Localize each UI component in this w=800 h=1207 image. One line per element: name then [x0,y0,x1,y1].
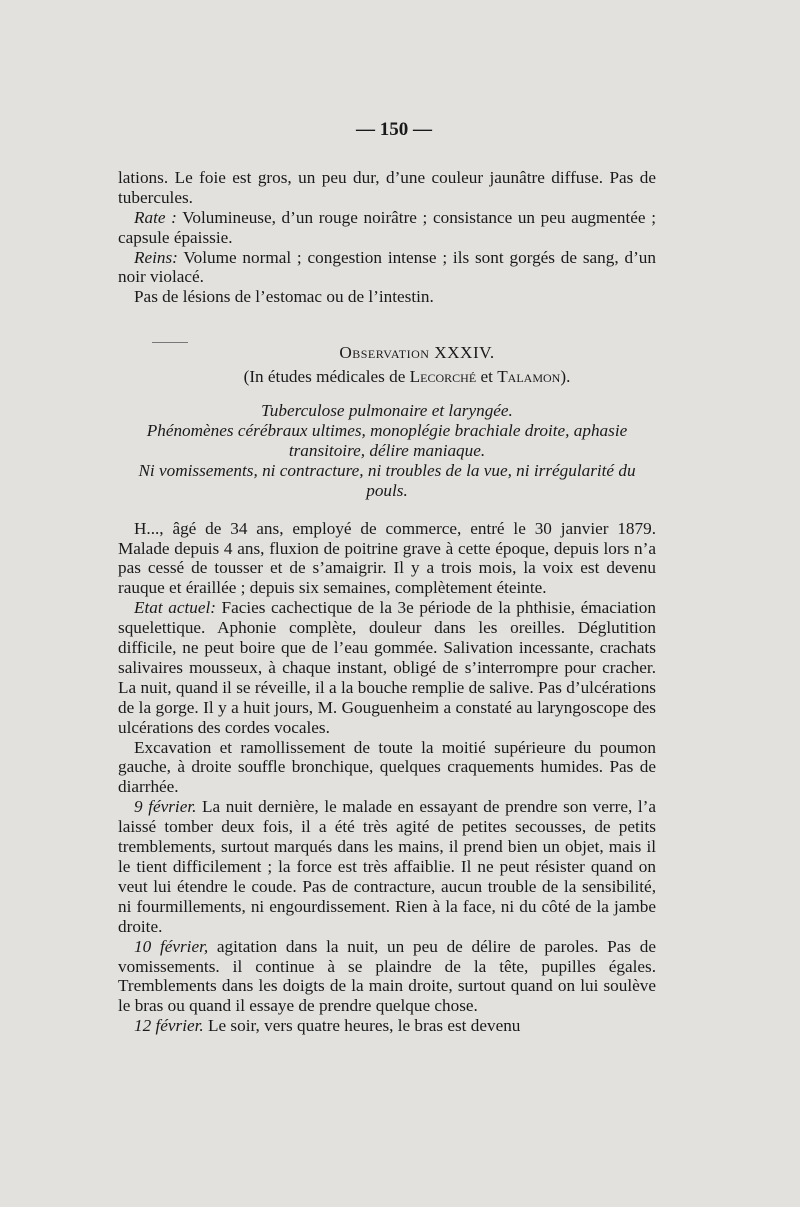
observation-subtitle [118,401,656,501]
paragraph-feb-9 [118,797,656,936]
feb10-label: 10 février, [134,936,209,956]
subtitle-line-3: Ni vomissements, ni contracture, ni troubles de la vue, ni irrégularité du pouls. [138,460,636,500]
paragraph-kidneys [118,248,656,288]
feb12-text: Le soir, vers quatre heures, le bras est devenu [203,1016,521,1036]
observation-heading [118,343,656,387]
rate-text: Volumineuse, d’un rouge noirâtre ; consistance un peu augmentée ; capsule épaissie. [118,207,656,247]
source-suffix: ). [560,367,571,387]
etat-label: Etat actuel: [134,598,216,618]
source-prefix: (In études médicales de [243,367,410,387]
page-number: — 150 — [356,119,432,140]
rate-label: Rate : [134,207,177,227]
feb9-text: La nuit dernière, le malade en essayant de prendre son verre, l’a laissé tomber deux fois, il a été très agité de petites secousses, de petits tremblements, surtout marqués dans les mains, il prend bien un objet, mais il le tient difficilement ; la force est très affaiblie. Il ne peut résister quand on veut lui étendre le coude. Pas de contracture, aucun trouble de la sensibilité, ni fourmillements, ni engourdissement. Rien à la face, ni du côté de la jambe droite. [118,797,656,936]
paragraph-current-state [118,598,656,737]
page-text [118,120,656,1036]
feb9-label: 9 février. [134,797,197,817]
feb12-label: 12 février. [134,1016,204,1036]
reins-label: Reins: [134,247,178,267]
feb10-text: agitation dans la nuit, un peu de délire de paroles. Pas de vomissements. il continue à se plaindre de la tête, pupilles égales. Tremblements dans les doigts de la main droite, surtout quand on lui soulève le bras ou quand il essaye de prendre quelque chose. [118,936,656,1016]
paragraph-patient: H..., âgé de 34 ans, employé de commerce, entré le 30 janvier 1879. Malade depuis 4 ans, fluxion de poitrine grave à cette époque, depuis lors n’a pas cessé de tousser et de s’amaigrir. Il y a trois mois, la voix est devenu rauque et éraillée ; depuis six semaines, complètement éteinte. [118,518,656,598]
subtitle-line-2: Phénomènes cérébraux ultimes, monoplégie brachiale droite, aphasie transitoire, délire maniaque. [146,420,628,460]
observation-source [158,367,656,387]
source-author-2: Talamon [497,367,561,387]
etat-text: Facies cachectique de la 3e période de la phthisie, émaciation squelettique. Aphonie complète, douleur dans les oreilles. Déglutition difficile, ne peut boire que de l’eau gommée. Salivation incessante, crachats salivaires mousseux, à chaque instant, obligé de s’interrompre pour cracher. La nuit, quand il se réveille, il a la bouche remplie de salive. Pas d’ulcérations de la gorge. Il y a huit jours, M. Gouguenheim a constaté au laryngoscope des ulcérations des cordes vocales. [118,598,656,737]
source-and: et [476,367,498,387]
observation-title: Observation XXXIV. [339,343,495,363]
paragraph-feb-12 [118,1016,656,1036]
paragraph-spleen [118,208,656,248]
paragraph-liver: lations. Le foie est gros, un peu dur, d’une couleur jaunâtre diffuse. Pas de tubercules. [118,167,656,207]
reins-text: Volume normal ; congestion intense ; ils sont gorgés de sang, d’un noir violacé. [118,247,656,287]
paragraph-excavation: Excavation et ramollissement de toute la moitié supérieure du poumon gauche, à droite souffle bronchique, quelques craquements humides. Pas de diarrhée. [118,737,656,797]
source-author-1: Lecorché [409,367,477,387]
subtitle-line-1: Tuberculose pulmonaire et laryngée. [261,401,513,421]
paragraph-feb-10 [118,937,656,1017]
paragraph-stomach: Pas de lésions de l’estomac ou de l’intestin. [134,287,434,307]
